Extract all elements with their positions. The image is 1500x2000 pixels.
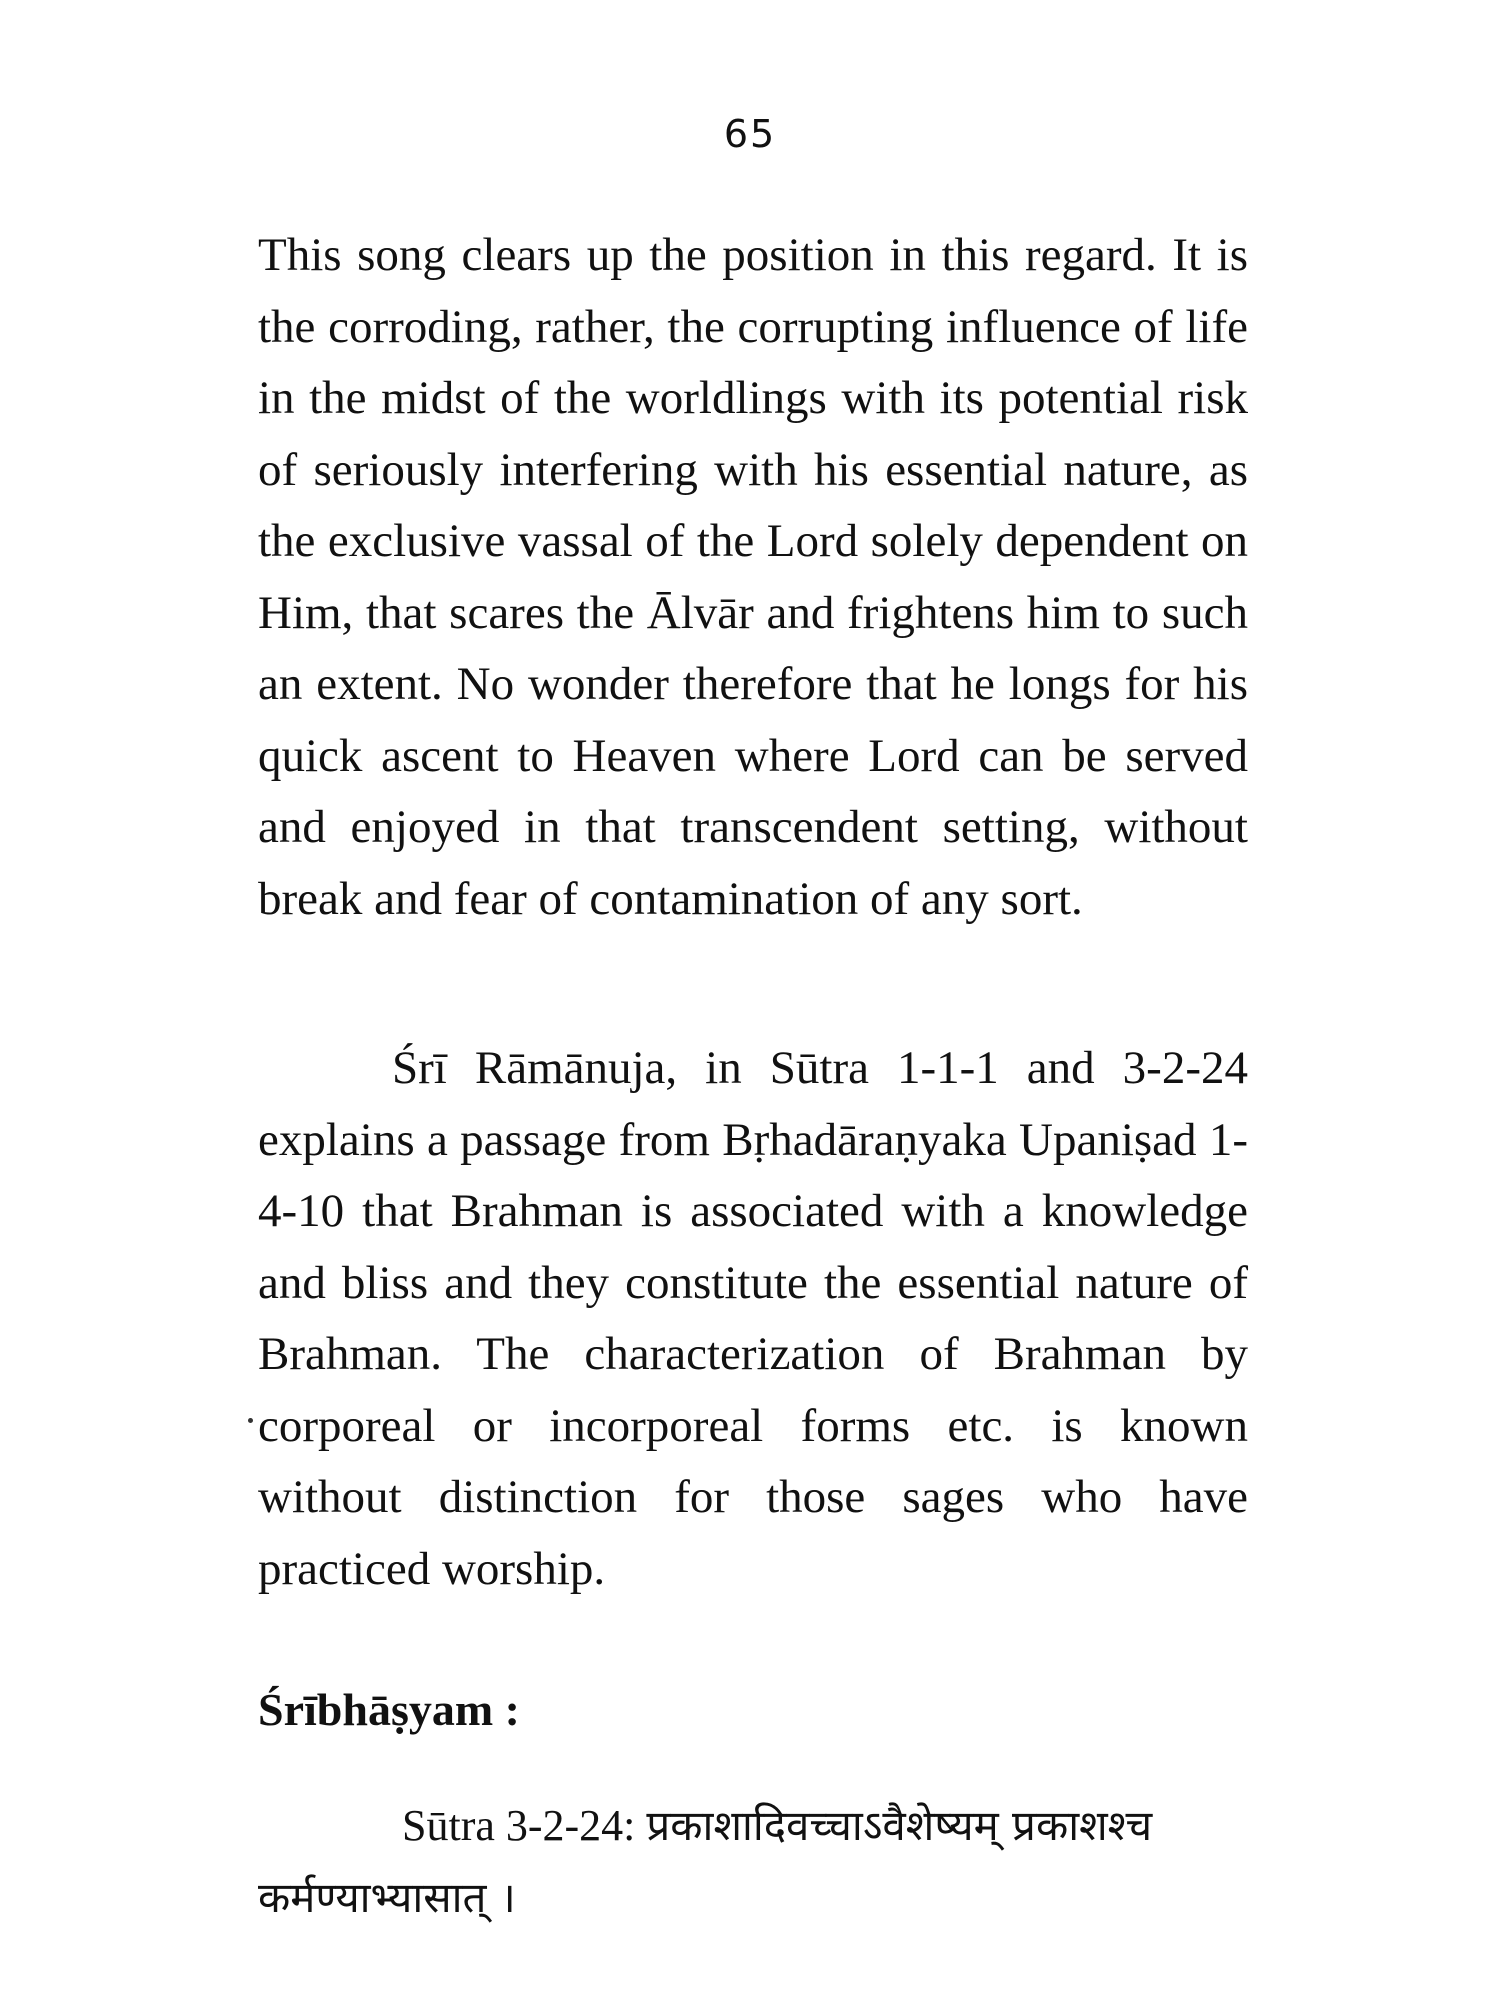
body-paragraph-1 xyxy=(258,220,1248,935)
margin-dot-mark xyxy=(248,1418,253,1423)
paragraph-text: This song clears up the position in this regard. It is the corroding, rather, the corrupting influence of life in the midst of the worldlings with its potential risk of seriously interfering with his essential nature, as the exclusive vassal of the Lord solely dependent on Him, that scares the Ālvār and frightens him to such an extent. No wonder therefore that he longs for his quick ascent to Heaven where Lord can be served and enjoyed in that transcendent setting, without break and fear of contamination of any sort. xyxy=(258,229,1248,925)
sutra-sanskrit-1: प्रकाशादिवच्चाऽवैशेष्यम् प्रकाशश्च xyxy=(646,1801,1153,1850)
body-paragraph-2 xyxy=(258,1033,1248,1605)
sutra-sanskrit-2: कर्मण्याभ्यासात् । xyxy=(258,1873,516,1922)
section-heading: Śrībhāṣyam : xyxy=(258,1684,520,1735)
sutra-quote xyxy=(258,1790,1248,1934)
paragraph-text: Śrī Rāmānuja, in Sūtra 1-1-1 and 3-2-24 explains a passage from Bṛhadāraṇyaka Upaniṣad 1-4-10 that Brahman is associated with a knowledge and bliss and they constitute the essential nature of Brahman. The characterization of Brahman by corporeal or incorporeal forms etc. is known without distinction for those sages who have practiced worship. xyxy=(258,1042,1248,1595)
page-number: 65 xyxy=(723,112,777,156)
sutra-line-1 xyxy=(258,1790,1248,1862)
sutra-label: Sūtra 3-2-24: xyxy=(402,1801,636,1850)
